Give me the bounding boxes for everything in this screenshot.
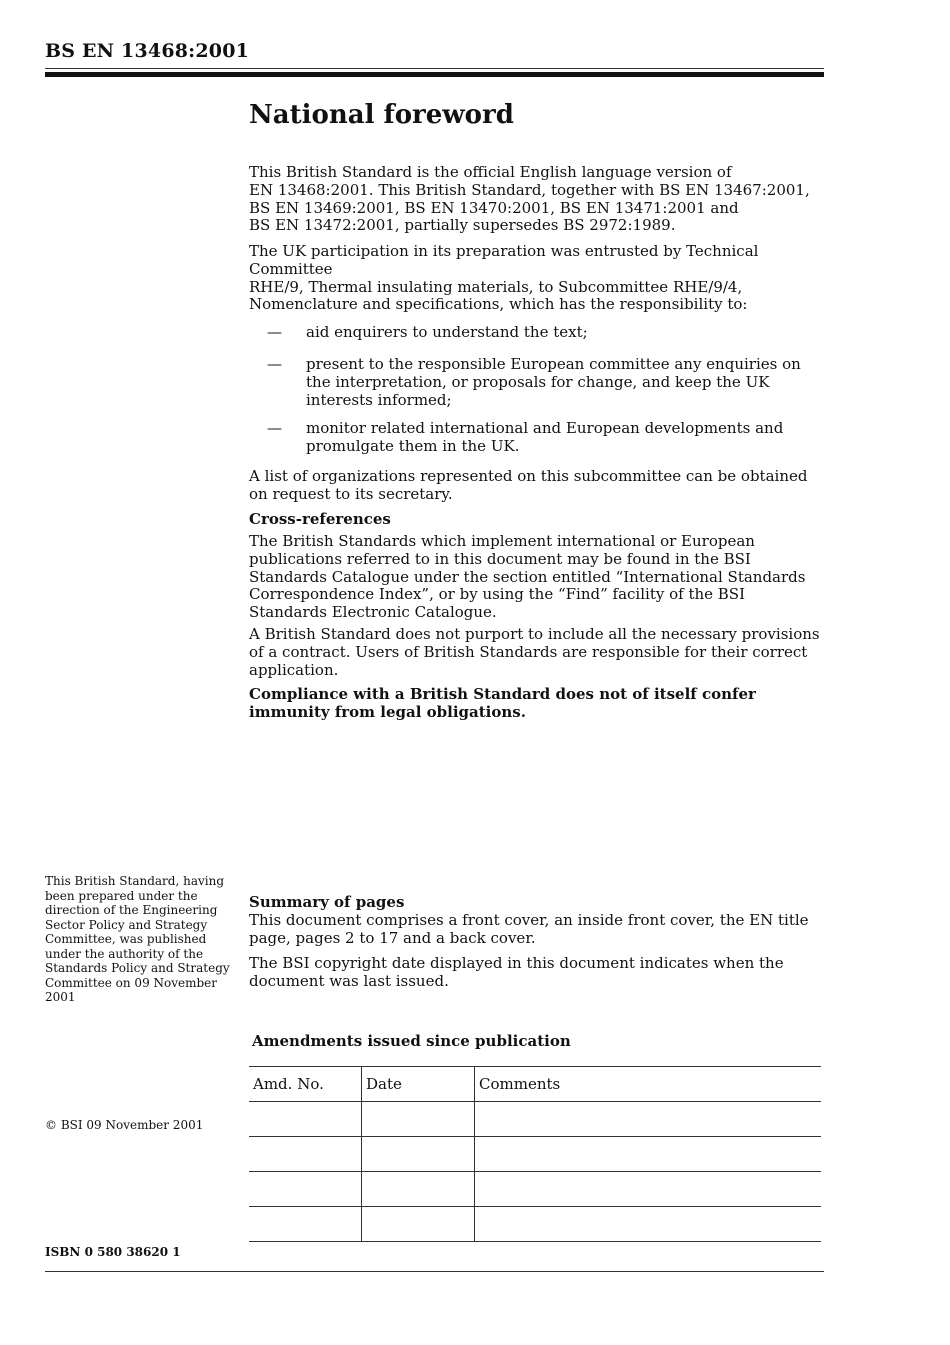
table-row: [249, 1172, 821, 1207]
dash-bullet: —: [267, 355, 282, 373]
amendments-title: Amendments issued since publication: [252, 1032, 571, 1050]
table-cell: [475, 1207, 822, 1242]
publication-note: This British Standard, having been prepared under the direction of the Engineering Sector Policy and Strategy Committee, was published under the authority of the Standards Policy and Strategy Committee on 09 November 2001: [45, 874, 230, 1004]
table-cell: [249, 1172, 362, 1207]
isbn: ISBN 0 580 38620 1: [45, 1245, 181, 1259]
dash-bullet: —: [267, 419, 282, 437]
top-rule-thin: [45, 68, 824, 69]
list-item: [249, 356, 823, 410]
bottom-rule: [45, 1271, 824, 1272]
list-item-text: aid enquirers to understand the text;: [306, 323, 588, 341]
foreword-para-4: A British Standard does not purport to include all the necessary provisions of a contract. Users of British Standards are responsible for their correct application.: [249, 625, 820, 679]
column-header-comments: Comments: [475, 1067, 822, 1102]
table-cell: [475, 1102, 822, 1137]
table-cell: [249, 1207, 362, 1242]
table-cell: [362, 1172, 475, 1207]
table-row: [249, 1207, 821, 1242]
list-item-text: monitor related international and European developments and promulgate them in the UK.: [306, 419, 784, 455]
column-header-amd-no: Amd. No.: [249, 1067, 362, 1102]
crossref-text: The British Standards which implement international or European publications referred to in this document may be found in the BSI Standards Catalogue under the section entitled “International Standards Correspondence Index”, or by using the “Find” facility of the BSI Standards Electronic Catalogue.: [249, 532, 806, 622]
table-cell: [362, 1102, 475, 1137]
list-item: [249, 324, 823, 342]
dash-bullet: —: [267, 323, 282, 341]
foreword-para-3: A list of organizations represented on this subcommittee can be obtained on request to its secretary.: [249, 467, 808, 503]
table-cell: [475, 1137, 822, 1172]
table-cell: [362, 1207, 475, 1242]
table-cell: [249, 1137, 362, 1172]
copyright-notice: © BSI 09 November 2001: [45, 1118, 204, 1132]
summary-heading: Summary of pages: [249, 893, 405, 911]
compliance-statement: Compliance with a British Standard does not of itself confer immunity from legal obligations.: [249, 685, 756, 721]
table-row: [249, 1102, 821, 1137]
table-cell: [249, 1102, 362, 1137]
foreword-para-2: The UK participation in its preparation was entrusted by Technical Committee RHE/9, Thermal insulating materials, to Subcommittee RHE/9/4, Nomenclature and specifications, which has the responsibility to:: [249, 242, 759, 314]
summary-text: This document comprises a front cover, an inside front cover, the EN title page, pages 2 to 17 and a back cover.: [249, 911, 809, 947]
list-item: [249, 420, 823, 456]
foreword-para-1: This British Standard is the official English language version of EN 13468:2001. This British Standard, together with BS EN 13467:2001, BS EN 13469:2001, BS EN 13470:2001, BS EN 13471:2001 and BS EN 13472:2001, partially supersedes BS 2972:1989.: [249, 163, 810, 235]
crossref-heading: Cross-references: [249, 510, 391, 528]
document-id: BS EN 13468:2001: [45, 40, 250, 62]
table-row: [249, 1137, 821, 1172]
list-item-text: present to the responsible European committee any enquiries on the interpretation, or proposals for change, and keep the UK interests informed;: [306, 355, 801, 409]
top-rule-thick: [45, 72, 824, 77]
table-cell: [362, 1137, 475, 1172]
page-title: National foreword: [249, 100, 514, 130]
table-cell: [475, 1172, 822, 1207]
table-header-row: [249, 1067, 821, 1102]
copyright-date-note: The BSI copyright date displayed in this document indicates when the document was last issued.: [249, 954, 784, 990]
amendments-table: [249, 1066, 821, 1242]
column-header-date: Date: [362, 1067, 475, 1102]
